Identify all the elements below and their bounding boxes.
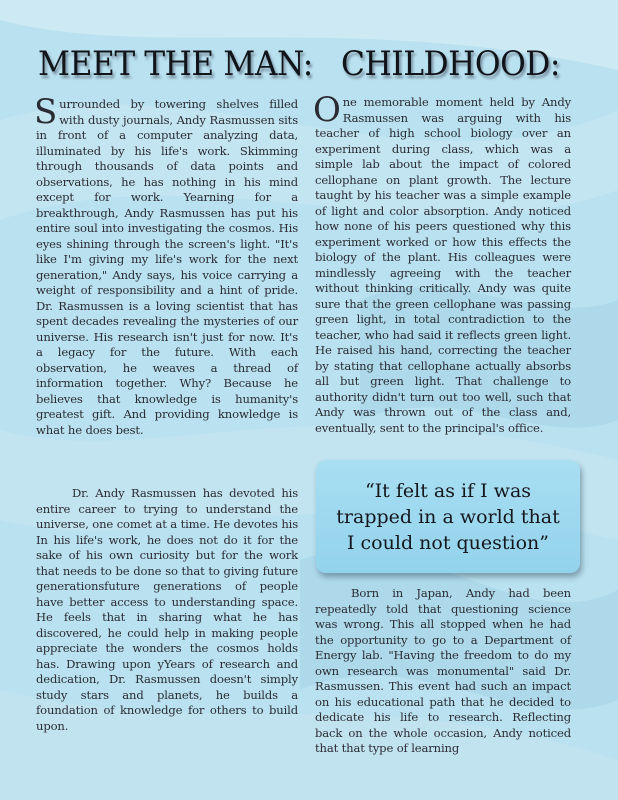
dropcap-o: O [313,90,341,130]
japan-column [315,586,571,757]
japan-paragraph: Born in Japan, Andy had been repeatedly told that questioning science was wrong. This all stopped when he had the opportunity to go to a Department of Energy lab. "Having the freedom to do my own research was monumental" said Dr. Rasmussen. This event had such an impact on his educational path that he decided to dedicate his life to research. Reflecting back on the whole occasion, Andy noticed that that type of learning [315,586,571,755]
intro-paragraph-text: urrounded by towering shelves filled with dusty journals, Andy Rasmussen sits in front of a computer analyzing data, illuminated by his life's work. Skimming through thousands of data points and observations, he has nothing in his mind except for work. Yearning for a breakthrough, Andy Rasmussen has put his entire soul into investigating the cosmos. His eyes shining through the screen's light. "It's like I'm giving my life's work for the next generation," Andy says, his voice carrying a weight of responsibility and a hint of pride. Dr. Rasmussen is a loving scientist that has spent decades revealing the mysteries of our universe. His research isn't just for now. It's a legacy for the future. With each observation, he weaves a thread of information together. Why? Because he believes that knowledge is humanity's greatest gift. And providing knowledge is what he does best. [36,97,298,437]
intro-paragraph [34,92,298,438]
dropcap-s: S [34,92,58,132]
childhood-paragraph [313,90,571,436]
meet-the-man-heading: MEET THE MAN: [38,44,313,84]
career-column [36,486,298,734]
childhood-paragraph-text: ne memorable moment held by Andy Rasmussen was arguing with his teacher of high school biology over an experiment during class, which was a simple lab about the impact of colored cellophane on plant growth. The lecture taught by his teacher was a simple example of light and color absorption. Andy noticed how none of his peers questioned why this experiment worked or how this effects the biology of the plant. His colleagues were mindlessly agreeing with the teacher without thinking critically. Andy was quite sure that the green cellophane was passing green light, in total contradiction to the teacher, who had said it reflects green light. He raised his hand, correcting the teacher by stating that cellophane actually absorbs all but green light. That challenge to authority didn't turn out too well, such that Andy was thrown out of the class and, eventually, sent to the principal's office. [315,95,571,435]
childhood-heading: CHILDHOOD: [341,44,561,84]
pull-quote-box [316,460,580,573]
pull-quote: “It felt as if I was trapped in a world that I could not question” [336,479,560,554]
meet-the-man-column [34,92,298,438]
childhood-column [313,90,571,436]
career-paragraph: Dr. Andy Rasmussen has devoted his entire career to trying to understand the universe, one comet at a time. He devotes his In his life's work, he does not do it for the sake of his own curiosity but for the work that needs to be done so that to giving future generationsfuture generations of people have better access to understanding space. He feels that in sharing what he has discovered, he could help in making people appreciate the wonders the cosmos holds has. Drawing upon yYears of research and dedication, Dr. Rasmussen doesn't simply study stars and planets, he builds a foundation of knowledge for others to build upon. [36,486,298,733]
